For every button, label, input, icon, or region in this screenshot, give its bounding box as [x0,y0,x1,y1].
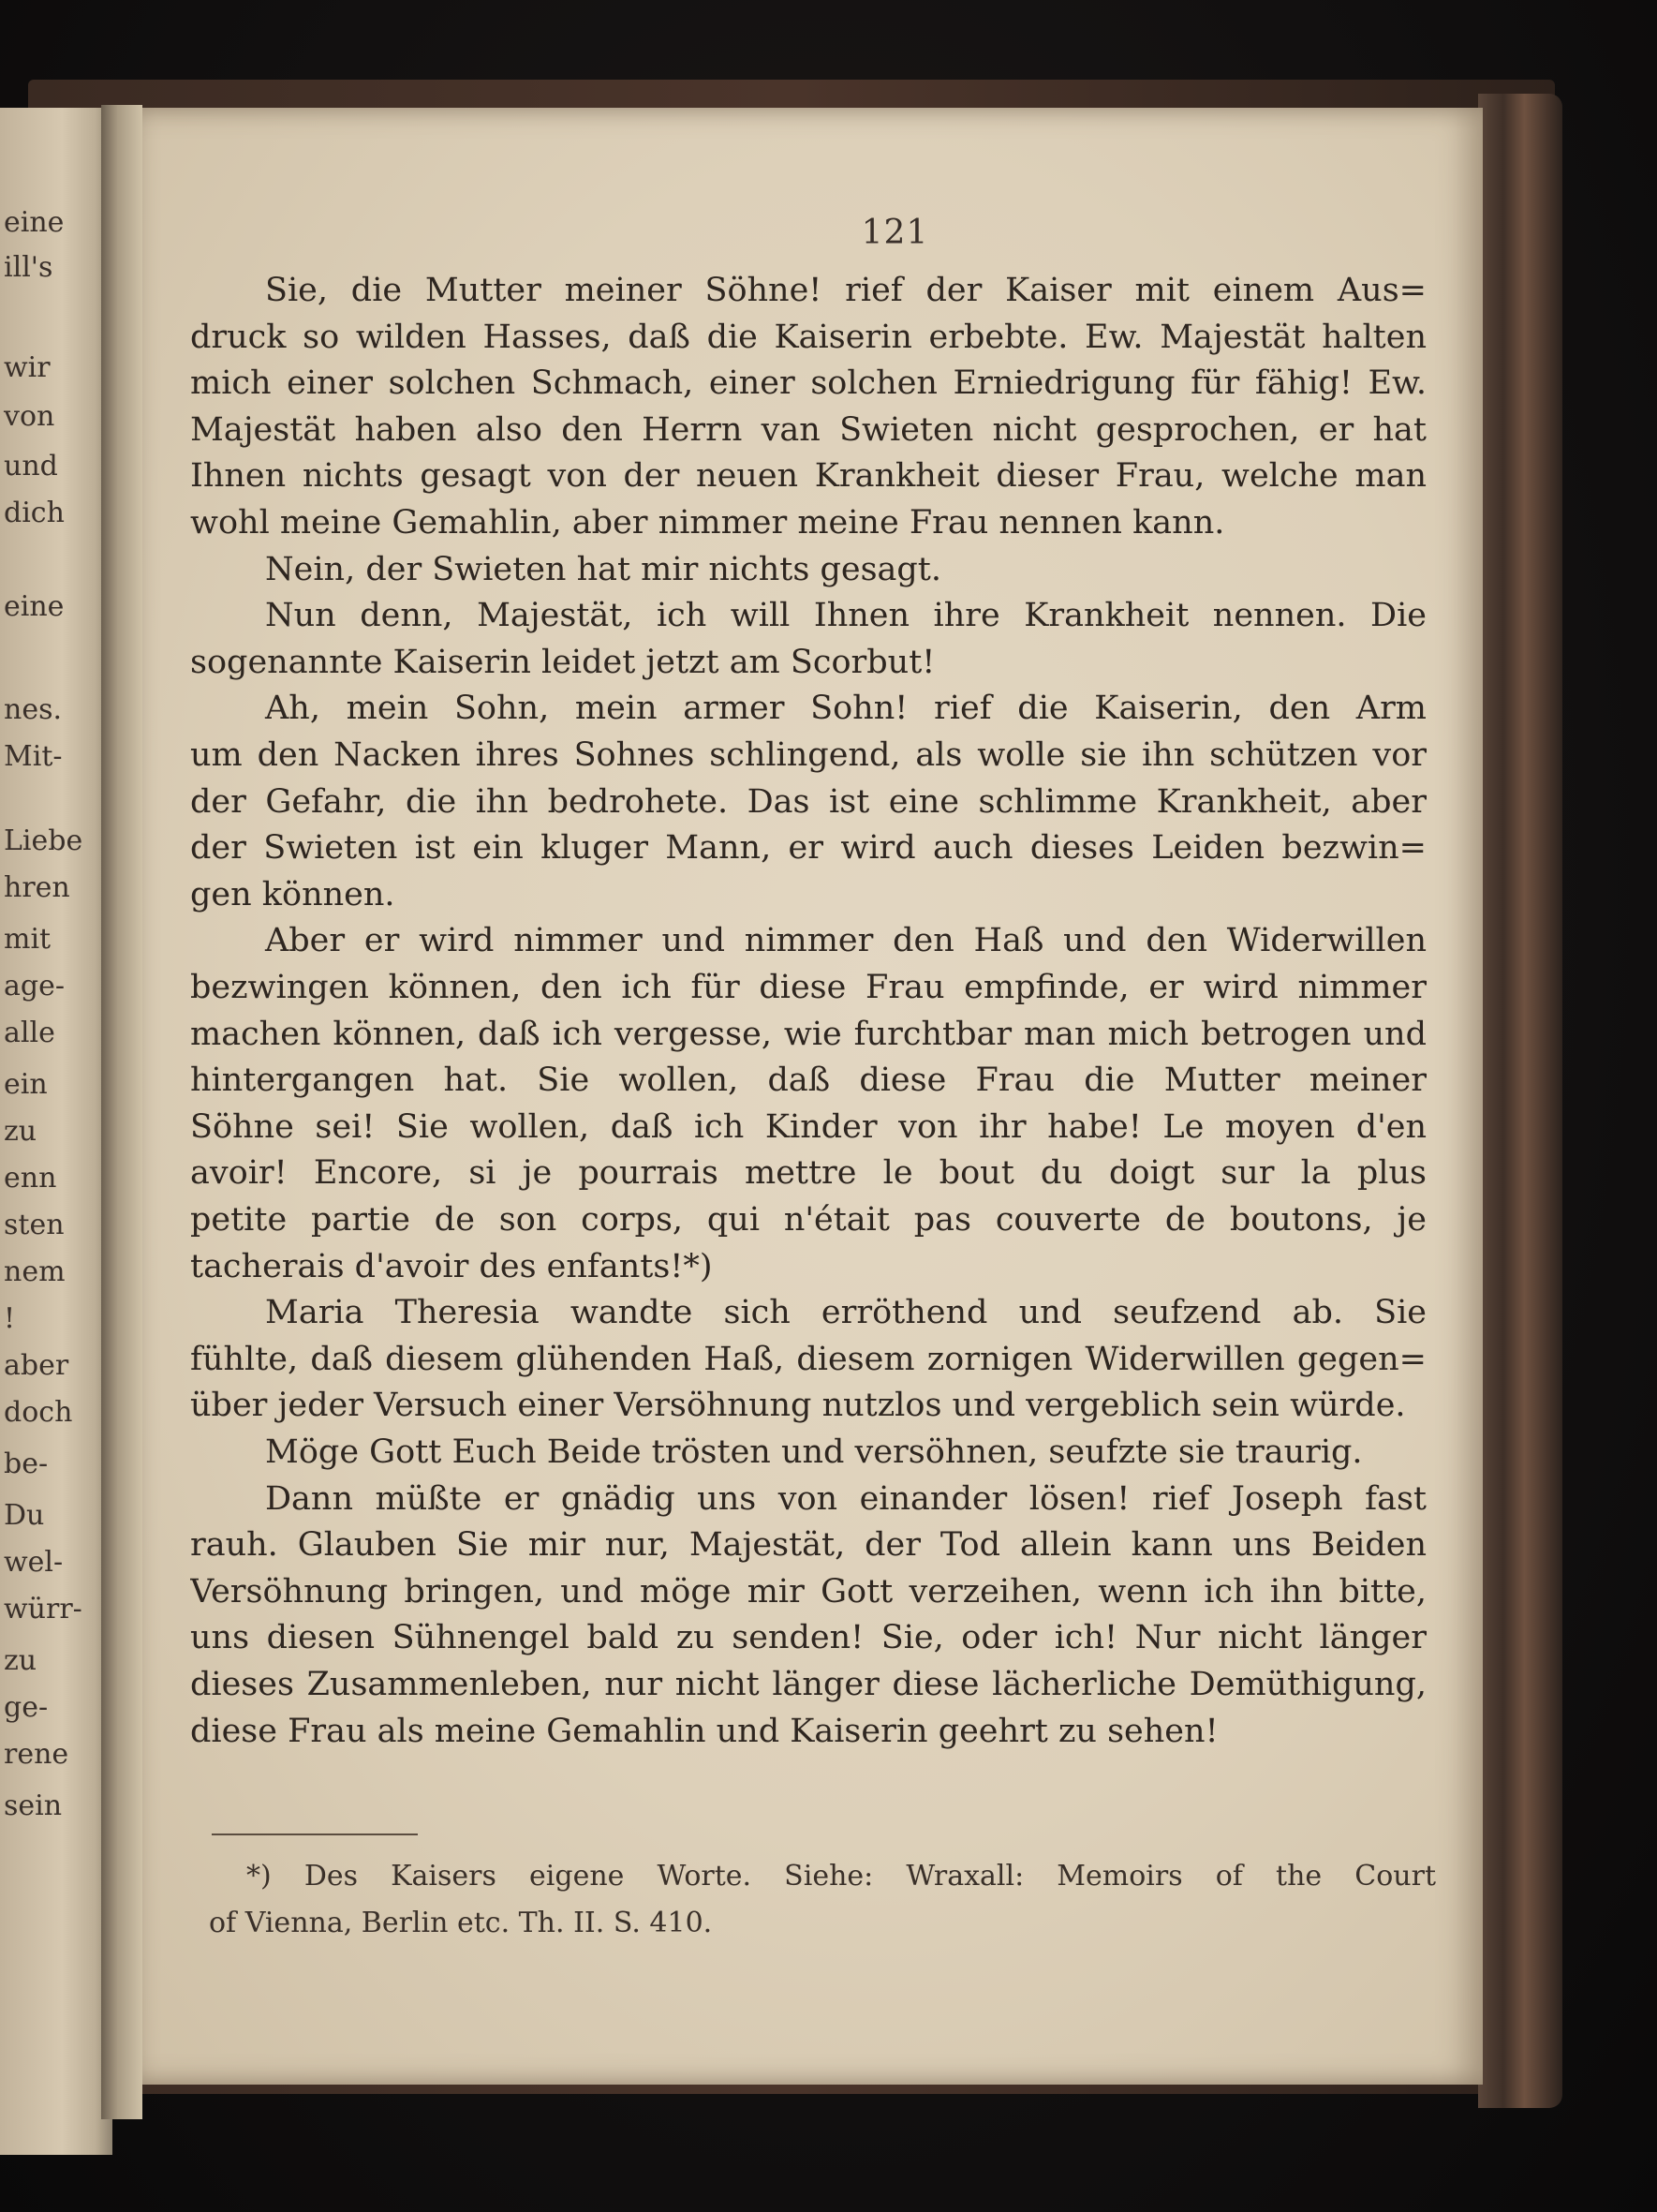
text-line: um den Nacken ihres Sohnes schlingend, als wolle sie ihn schützen vor [190,736,1427,774]
left-page-text-fragment: wel- [4,1546,64,1579]
book-page [129,108,1483,2085]
text-line: mich einer solchen Schmach, einer solchen Erniedrigung für fähig! Ew. [190,364,1427,403]
left-page-text-fragment: alle [4,1017,55,1049]
left-page-text-fragment: würr- [4,1593,82,1626]
footnote-separator [212,1833,418,1835]
text-line: der Swieten ist ein kluger Mann, er wird auch dieses Leiden bezwin= [190,829,1427,868]
left-page-text-fragment: enn [4,1162,57,1195]
left-page-text-fragment: und [4,450,58,482]
left-page-text-fragment: zu [4,1115,37,1148]
text-line: Nun denn, Majestät, ich will Ihnen ihre Krankheit nennen. Die [265,597,1427,635]
book-spine-edge [1478,94,1562,2108]
text-line: hintergangen hat. Sie wollen, daß diese Frau die Mutter meiner [190,1061,1427,1100]
text-line: dieses Zusammenleben, nur nicht länger diese lächerliche Demüthigung, [190,1666,1427,1703]
left-page-text-fragment: nes. [4,693,63,726]
left-page-text-fragment: Mit- [4,740,63,773]
left-page-text-fragment: sein [4,1789,63,1822]
left-page-text-fragment: be- [4,1447,49,1480]
left-page-text-fragment: hren [4,871,70,904]
left-page-text-fragment: ill's [4,251,53,284]
text-line: wohl meine Gemahlin, aber nimmer meine Frau nennen kann. [190,504,1225,542]
left-page-text-fragment: age- [4,970,65,1002]
text-line: tacherais d'avoir des enfants!*) [190,1247,713,1285]
footnote-line: of Vienna, Berlin etc. Th. II. S. 410. [209,1907,713,1939]
text-line: Maria Theresia wandte sich erröthend und seufzend ab. Sie [265,1294,1427,1332]
left-page-text-fragment: nem [4,1255,66,1288]
text-line: Aber er wird nimmer und nimmer den Haß und den Widerwillen [265,922,1427,960]
page-gutter-shadow [101,105,142,2119]
left-page-text-fragment: zu [4,1644,37,1677]
left-page-text-fragment: Du [4,1499,45,1532]
left-page-text-fragment: eine [4,590,65,623]
footnote-line: *) Des Kaisers eigene Worte. Siehe: Wraxall: Memoirs of the Court [246,1860,1436,1893]
text-line: über jeder Versuch einer Versöhnung nutzlos und vergeblich sein würde. [190,1387,1406,1425]
text-line: avoir! Encore, si je pourrais mettre le bout du doigt sur la plus [190,1154,1427,1193]
text-line: machen können, daß ich vergesse, wie furchtbar man mich betrogen und [190,1015,1427,1053]
left-page-text-fragment: von [4,400,55,433]
text-line: Ihnen nichts gesagt von der neuen Krankheit dieser Frau, welche man [190,457,1427,496]
text-line: Dann müßte er gnädig uns von einander lösen! rief Joseph fast [265,1479,1427,1518]
left-page-text-fragment: Liebe [4,824,83,857]
left-page-text-fragment: sten [4,1209,65,1241]
text-line: rauh. Glauben Sie mir nur, Majestät, der Tod allein kann uns Beiden [190,1526,1427,1565]
left-page-text-fragment: ein [4,1068,48,1101]
left-page-text-fragment: ! [4,1302,16,1335]
previous-page-edge [0,108,112,2155]
text-line: der Gefahr, die ihn bedrohete. Das ist eine schlimme Krankheit, aber [190,782,1427,821]
text-line: uns diesen Sühnengel bald zu senden! Sie, oder ich! Nur nicht länger [190,1619,1427,1657]
text-line: fühlte, daß diesem glühenden Haß, diesem zornigen Widerwillen gegen= [190,1340,1427,1378]
text-line: Ah, mein Sohn, mein armer Sohn! rief die Kaiserin, den Arm [265,690,1427,728]
left-page-text-fragment: dich [4,497,65,529]
text-line: bezwingen können, den ich für diese Frau empfinde, er wird nimmer [190,969,1427,1006]
left-page-text-fragment: eine [4,206,65,239]
left-page-text-fragment: rene [4,1738,69,1771]
left-page-text-fragment: wir [4,351,51,384]
text-line: Sie, die Mutter meiner Söhne! rief der Kaiser mit einem Aus= [265,272,1427,309]
left-page-text-fragment: ge- [4,1691,49,1724]
text-line: diese Frau als meine Gemahlin und Kaiserin geehrt zu sehen! [190,1712,1219,1750]
text-line: Möge Gott Euch Beide trösten und versöhnen, seufzte sie traurig. [265,1433,1363,1471]
text-line: Versöhnung bringen, und möge mir Gott verzeihen, wenn ich ihn bitte, [190,1572,1427,1611]
text-line: gen können. [190,875,395,913]
left-page-text-fragment: aber [4,1349,69,1382]
text-line: sogenannte Kaiserin leidet jetzt am Scorbut! [190,643,936,681]
text-line: druck so wilden Hasses, daß die Kaiserin erbebte. Ew. Majestät halten [190,318,1427,356]
text-line: petite partie de son corps, qui n'était pas couverte de boutons, je [190,1201,1427,1239]
text-line: Majestät haben also den Herrn van Swieten nicht gesprochen, er hat [190,410,1427,449]
text-line: Nein, der Swieten hat mir nichts gesagt. [265,550,941,588]
left-page-text-fragment: mit [4,923,52,956]
text-line: Söhne sei! Sie wollen, daß ich Kinder von ihr habe! Le moyen d'en [190,1107,1427,1146]
page-number: 121 [861,214,929,252]
left-page-text-fragment: doch [4,1396,73,1429]
